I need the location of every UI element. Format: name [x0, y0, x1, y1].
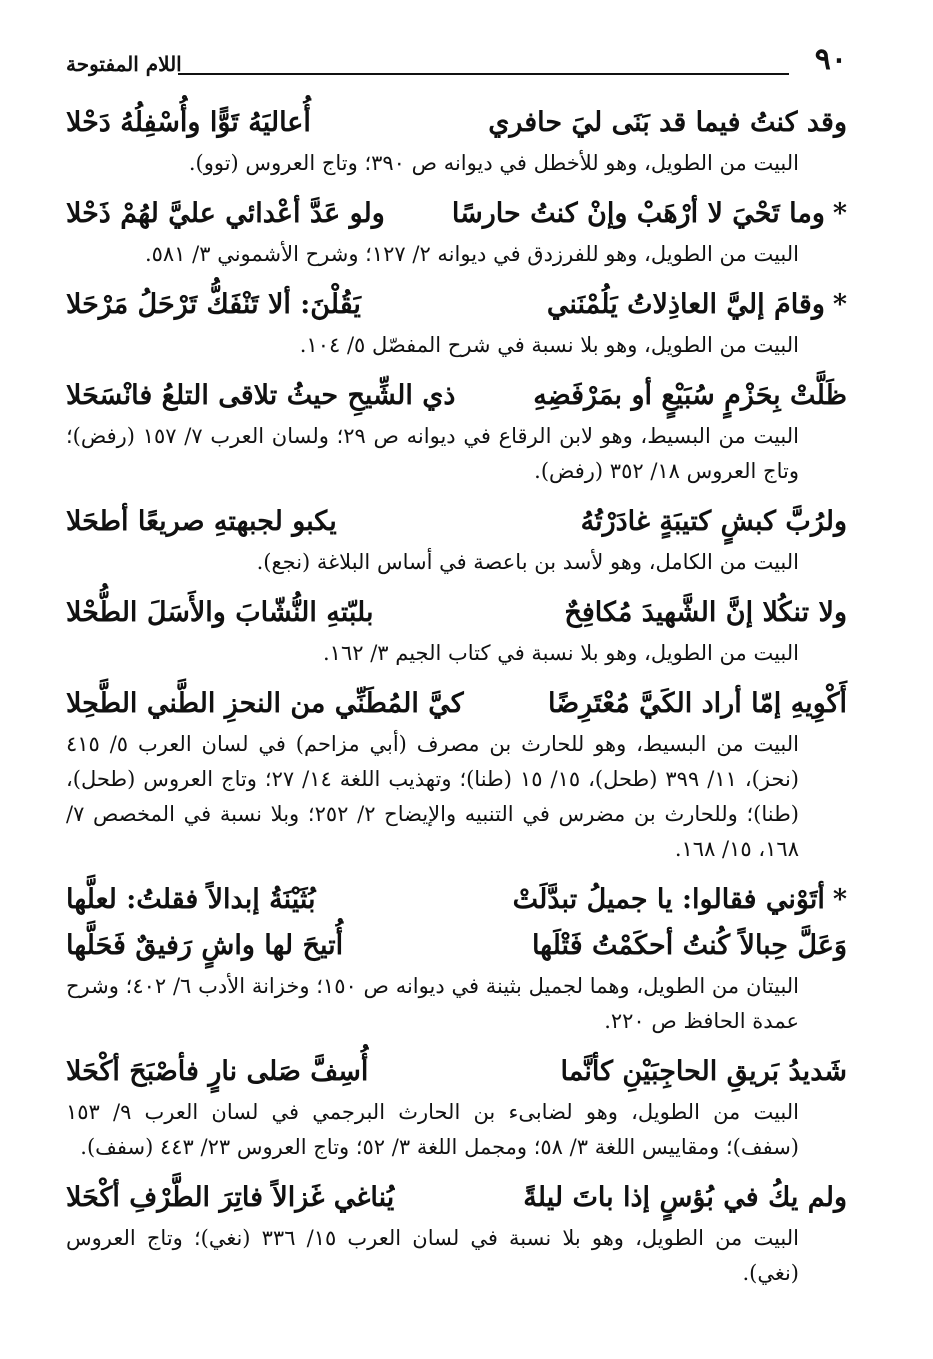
hemistich-text: وما تَحْيَ لا أرْهَبْ وإنْ كنتُ حارسًا: [451, 198, 825, 229]
verse-entry: [66, 590, 847, 671]
hemistich-text: ولم يكُ في بُؤسٍ إذا باتَ ليلةً: [523, 1182, 847, 1213]
verse-source-note: البيت من البسيط، وهو لابن الرقاع في ديوانه ص ٢٩؛ ولسان العرب ٧/ ١٥٧ (رفض)؛ وتاج العروس ١٨/ ٣٥٢ (رفض).: [66, 424, 799, 483]
quotation-marker: *: [832, 198, 847, 229]
verse-source-note: البيت من الطويل، وهو بلا نسبة في لسان العرب ١٥/ ٣٣٦ (نغي)؛ وتاج العروس (نغي).: [66, 1226, 799, 1285]
hemistich-text: أَكْوِيهِ إمّا أراد الكَيَّ مُعْتَرِضًا: [548, 688, 847, 719]
verse-entry: [66, 282, 847, 363]
verse-first-hemistich: [452, 191, 847, 237]
verse-first-hemistich: [561, 1049, 847, 1095]
verse-line: [66, 681, 847, 727]
verse-source-note: البيتان من الطويل، وهما لجميل بثينة في ديوانه ص ١٥٠؛ وخزانة الأدب ٦/ ٤٠٢؛ وشرح عمدة الحافظ ص ٢٢٠.: [66, 974, 800, 1033]
verse-second-hemistich: بلبّتهِ النُّشّابَ والأَسَلَ الطُّحْلا: [66, 597, 374, 628]
verse-line: [66, 100, 847, 146]
hemistich-text: وقامَ إليَّ العاذِلاتُ يَلُمْنَني: [546, 289, 825, 320]
hemistich-text: وَعَلَّ حِبالاً كُنتُ أحكَمْتُ فَتْلَها: [531, 930, 847, 961]
verse-second-hemistich: أُعاليَهُ تَوًّا وأُسْفِلُهُ دَحْلا: [66, 107, 311, 138]
hemistich-text: ظَلَّتْ بِحَزْمٍ سُبَيْعٍ أو بمَرْفَضِهِ: [533, 380, 847, 411]
verse-line: [66, 877, 847, 923]
verse-source-note: البيت من البسيط، وهو للحارث بن مصرف (أبي مزاحم) في لسان العرب ٥/ ٤١٥ (نحز)، ١١/ ٣٩٩ (طحل)، ١٥/ ١٥ (طنا)؛ وتهذيب اللغة ١٤/ ٢٧؛ وتاج العروس (طحل)، (طنا)؛ وللحارث بن مضرس في التنبيه والإيضاح ٢/ ٢٥٢؛ وبلا نسبة في المخصص ٧/ ١٦٨، ١٥/ ١٦٨.: [66, 732, 799, 861]
verse-entry: [66, 499, 847, 580]
verse-line: [66, 373, 847, 419]
verse-entry: [66, 1175, 847, 1291]
verse-second-hemistich: أُسِفَّ صَلى نارٍ فأصْبَحَ أكْحَلا: [66, 1056, 369, 1087]
verse-line: [66, 191, 847, 237]
verse-source-note: البيت من الكامل، وهو لأسد بن باعصة في أساس البلاغة (نجع).: [256, 550, 799, 574]
page-number: ٩٠: [814, 42, 847, 77]
verse-entry: [66, 191, 847, 272]
hemistich-text: وقد كنتُ فيما قد بَنَى ليَ حافري: [488, 107, 847, 138]
verse-entry: [66, 877, 847, 1039]
hemistich-text: أتَوْني فقالوا: يا جميلُ تبدَّلَتْ: [512, 884, 825, 915]
quotation-marker: *: [832, 884, 847, 915]
page-header: [66, 42, 847, 82]
verse-second-hemistich: يُناغي غَزالاً فاتِرَ الطَّرْفِ أكْحَلا: [66, 1182, 395, 1213]
verse-line: [66, 923, 847, 969]
verse-source-note: البيت من الطويل، وهو للأخطل في ديوانه ص ٣٩٠؛ وتاج العروس (توو).: [188, 151, 799, 175]
verse-entry: [66, 681, 847, 867]
verse-first-hemistich: [548, 681, 847, 727]
verse-line: [66, 1049, 847, 1095]
hemistich-text: ولا تنكُلا إنَّ الشَّهيدَ مُكافِحٌ: [564, 597, 847, 628]
verse-first-hemistich: [513, 877, 847, 923]
header-rule: [178, 73, 789, 75]
verse-entry: [66, 1049, 847, 1165]
verse-second-hemistich: ولو عَدَّ أعْدائي عليَّ لهُمْ ذَحْلا: [66, 198, 385, 229]
verse-line: [66, 499, 847, 545]
verse-second-hemistich: يَقُلْنَ: ألا تَنْفَكُّ تَرْحَلُ مَرْحَلا: [66, 289, 361, 320]
verse-second-hemistich: كيَّ المُطَنِّي من النحزِ الطَّني الطَّحِلا: [66, 688, 464, 719]
verse-first-hemistich: [547, 282, 847, 328]
verse-line: [66, 590, 847, 636]
verse-first-hemistich: [488, 100, 847, 146]
verse-source-note: البيت من الطويل، وهو بلا نسبة في كتاب الجيم ٣/ ١٦٢.: [322, 641, 799, 665]
hemistich-text: شَديدُ بَريقِ الحاجِبَيْنِ كأنَّما: [560, 1056, 847, 1087]
verse-second-hemistich: أُتيحَ لها واشٍ رَفيقٌ فَحَلَّها: [66, 930, 344, 961]
verse-source-note: البيت من الطويل، وهو بلا نسبة في شرح المفصّل ٥/ ١٠٤.: [299, 333, 799, 357]
verse-line: [66, 282, 847, 328]
verse-first-hemistich: [523, 1175, 847, 1221]
verse-second-hemistich: يكبو لجبهتهِ صريعًا أطحَلا: [66, 506, 337, 537]
verse-source-note: البيت من الطويل، وهو لضابىء بن الحارث البرجمي في لسان العرب ٩/ ١٥٣ (سفف)؛ ومقاييس اللغة ٣/ ٥٨؛ ومجمل اللغة ٣/ ٥٢؛ وتاج العروس ٢٣/ ٤٤٣ (سفف).: [66, 1100, 799, 1159]
verse-first-hemistich: [533, 373, 847, 419]
poetry-content: [66, 100, 847, 1301]
verse-first-hemistich: [564, 590, 847, 636]
verse-first-hemistich: [532, 923, 847, 969]
quotation-marker: *: [832, 289, 847, 320]
verse-source-note: البيت من الطويل، وهو للفرزدق في ديوانه ٢/ ١٢٧؛ وشرح الأشموني ٣/ ٥٨١.: [144, 242, 799, 266]
running-title: اللام المفتوحة: [66, 52, 182, 76]
verse-first-hemistich: [581, 499, 847, 545]
hemistich-text: ولرُبَّ كبشٍ كتيبَةٍ غادَرْتُهُ: [580, 506, 847, 537]
verse-entry: [66, 100, 847, 181]
verse-line: [66, 1175, 847, 1221]
verse-second-hemistich: بُثَيْنَةُ إبدالاً فقلتُ: لعلَّها: [66, 884, 316, 915]
verse-second-hemistich: ذي الشِّيحِ حيثُ تلاقى التلعُ فانْسَحَلا: [66, 380, 456, 411]
verse-entry: [66, 373, 847, 489]
